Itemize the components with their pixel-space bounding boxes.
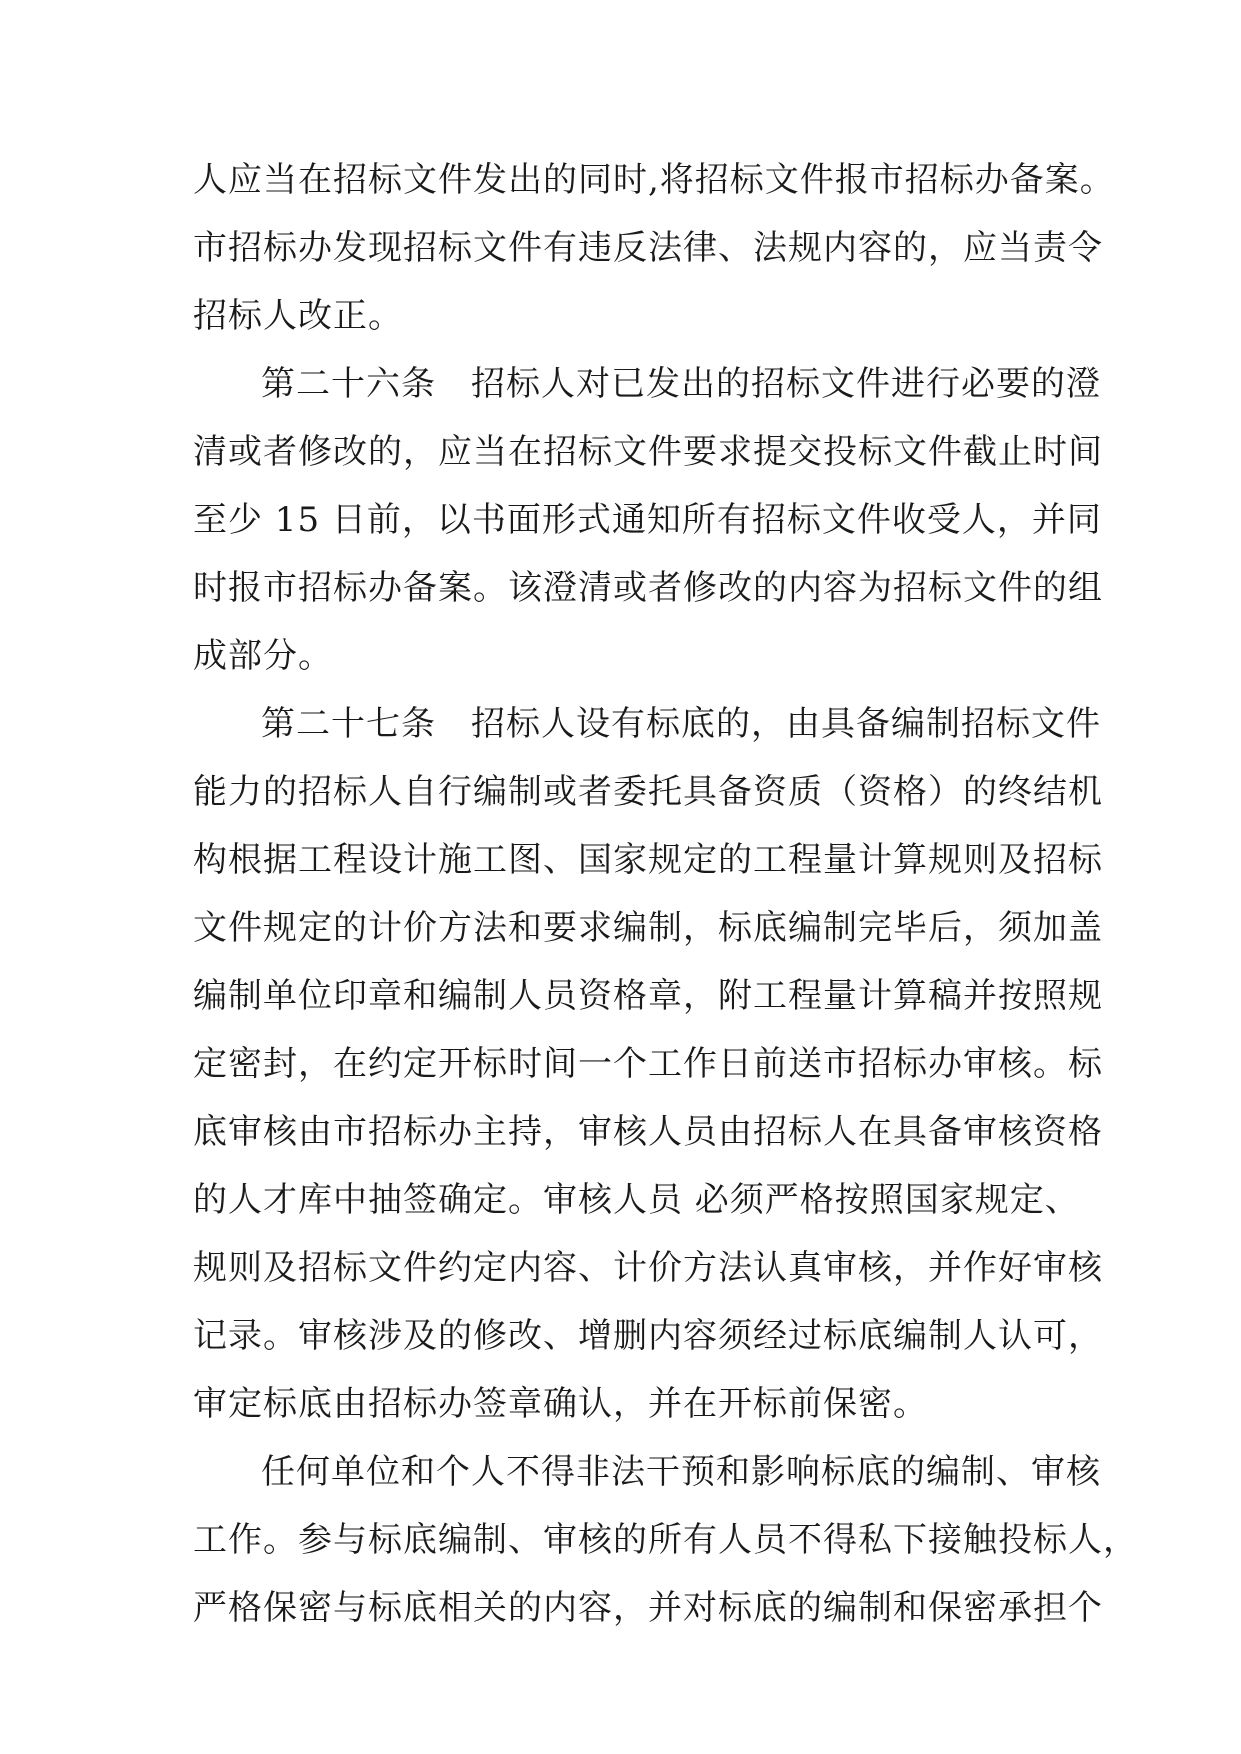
- text-line: 人应当在招标文件发出的同时,将招标文件报市招标办备案。: [193, 160, 1115, 200]
- text-line: 定密封，在约定开标时间一个工作日前送市招标办审核。标: [193, 1044, 1103, 1084]
- paragraph-start-line: 任何单位和个人不得非法干预和影响标底的编制、审核: [261, 1452, 1101, 1492]
- text-line: 能力的招标人自行编制或者委托具备资质（资格）的终结机: [193, 772, 1103, 812]
- article-27-heading-line: 第二十七条 招标人设有标底的，由具备编制招标文件: [261, 704, 1101, 744]
- text-line: 市招标办发现招标文件有违反法律、法规内容的，应当责令: [193, 228, 1103, 268]
- article-26-heading-line: 第二十六条 招标人对已发出的招标文件进行必要的澄: [261, 364, 1101, 404]
- text-line: 严格保密与标底相关的内容，并对标底的编制和保密承担个: [193, 1588, 1103, 1628]
- text-line: 至少 15 日前，以书面形式通知所有招标文件收受人，并同: [193, 500, 1102, 540]
- text-line: 成部分。: [193, 636, 333, 676]
- text-line: 规则及招标文件约定内容、计价方法认真审核，并作好审核: [193, 1248, 1103, 1288]
- text-line: 的人才库中抽签确定。审核人员 必须严格按照国家规定、: [193, 1180, 1080, 1220]
- text-line: 底审核由市招标办主持，审核人员由招标人在具备审核资格: [193, 1112, 1103, 1152]
- text-line: 记录。审核涉及的修改、增删内容须经过标底编制人认可，: [193, 1316, 1103, 1356]
- text-line: 招标人改正。: [193, 296, 403, 336]
- text-line: 构根据工程设计施工图、国家规定的工程量计算规则及招标: [193, 840, 1103, 880]
- text-line: 清或者修改的，应当在招标文件要求提交投标文件截止时间: [193, 432, 1103, 472]
- text-line: 编制单位印章和编制人员资格章，附工程量计算稿并按照规: [193, 976, 1103, 1016]
- text-line: 工作。参与标底编制、审核的所有人员不得私下接触投标人，: [193, 1520, 1138, 1560]
- text-line: 时报市招标办备案。该澄清或者修改的内容为招标文件的组: [193, 568, 1103, 608]
- text-line: 文件规定的计价方法和要求编制，标底编制完毕后，须加盖: [193, 908, 1103, 948]
- text-line: 审定标底由招标办签章确认，并在开标前保密。: [193, 1384, 928, 1424]
- document-body: [193, 146, 1138, 1642]
